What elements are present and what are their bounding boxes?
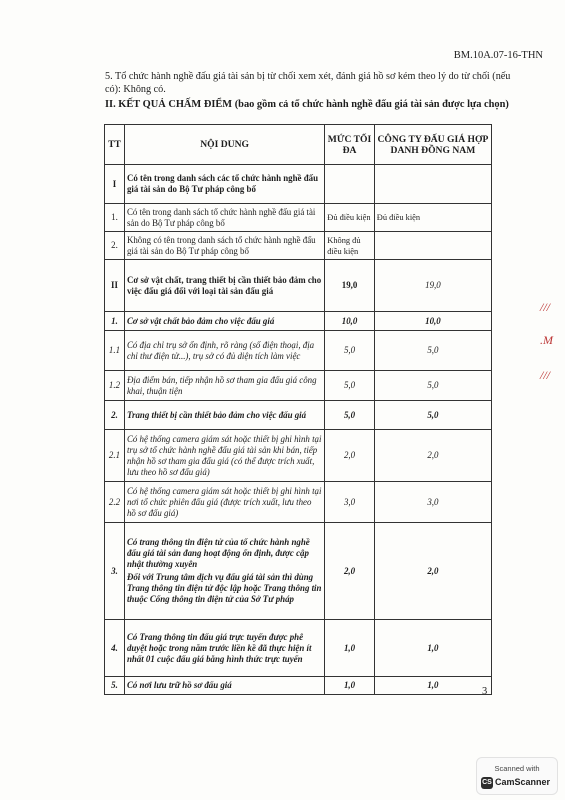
row-max: 1,0	[325, 677, 375, 695]
row-score: 1,0	[374, 620, 491, 677]
margin-mark: ///	[540, 300, 551, 314]
row-content: Có nơi lưu trữ hồ sơ đấu giá	[124, 677, 324, 695]
row-max: 1,0	[325, 620, 375, 677]
margin-mark: ///	[540, 368, 551, 382]
row-score: 10,0	[374, 312, 491, 331]
row-tt: 1.1	[105, 331, 125, 371]
table-row	[105, 620, 492, 677]
row-content: Cơ sở vật chất, trang thiết bị cần thiết bảo đảm cho việc đấu giá đối với loại tài sản đấu giá	[124, 260, 324, 312]
camscanner-logo-icon: CS	[481, 777, 493, 789]
row-score: 2,0	[374, 430, 491, 482]
document-code: BM.10A.07-16-THN	[453, 50, 543, 61]
scanner-top-text: Scanned with	[494, 764, 540, 773]
row-tt: 2.2	[105, 482, 125, 523]
table-row	[105, 482, 492, 523]
row-tt: 4.	[105, 620, 125, 677]
table-row	[105, 312, 492, 331]
row-max: 5,0	[325, 331, 375, 371]
header-company: CÔNG TY ĐẤU GIÁ HỢP DANH ĐỒNG NAM	[374, 125, 491, 165]
row-content: Địa điểm bán, tiếp nhận hồ sơ tham gia đấu giá công khai, thuận tiện	[124, 371, 324, 401]
row-content	[124, 523, 324, 620]
scanner-name: CamScanner	[495, 777, 551, 787]
row-content-main: Có trang thông tin điện tử của tổ chức hành nghề đấu giá tài sản đang hoạt động ổn định, được cập nhật thường xuyên	[126, 537, 310, 569]
header-content: NỘI DUNG	[124, 125, 324, 165]
row-tt: 2.	[105, 401, 125, 430]
row-max: Đủ điều kiện	[325, 204, 375, 232]
row-score: 3,0	[374, 482, 491, 523]
row-max: 2,0	[325, 523, 375, 620]
score-table	[104, 124, 492, 695]
table-row	[105, 232, 492, 260]
row-tt: 3.	[105, 523, 125, 620]
row-tt: 2.1	[105, 430, 125, 482]
table-row	[105, 260, 492, 312]
table-row	[105, 401, 492, 430]
section-title: II. KẾT QUẢ CHẤM ĐIỂM (bao gồm cả tổ chức hành nghề đấu giá tài sản được lựa chọn)	[105, 99, 509, 110]
row-content: Không có tên trong danh sách tổ chức hành nghề đấu giá tài sản do Bộ Tư pháp công bố	[124, 232, 324, 260]
table-row	[105, 523, 492, 620]
row-content: Có tên trong danh sách tổ chức hành nghề đấu giá tài sản do Bộ Tư pháp công bố	[124, 204, 324, 232]
row-score	[374, 232, 491, 260]
row-score: 19,0	[374, 260, 491, 312]
row-max: 5,0	[325, 371, 375, 401]
row-tt: 2.	[105, 232, 125, 260]
table-header-row	[105, 125, 492, 165]
row-tt: 1.2	[105, 371, 125, 401]
table-row	[105, 331, 492, 371]
row-content: Cơ sở vật chất bảo đảm cho việc đấu giá	[124, 312, 324, 331]
table-row	[105, 204, 492, 232]
row-content-note: Đối với Trung tâm dịch vụ đấu giá tài sản thì dùng Trang thông tin điện tử độc lập hoặc Trang thông tin thuộc Cổng thông tin điện tử của Sở Tư pháp	[126, 572, 322, 604]
camscanner-watermark	[476, 757, 558, 795]
table-row	[105, 165, 492, 204]
row-tt: I	[105, 165, 125, 204]
row-max: 19,0	[325, 260, 375, 312]
row-content: Có tên trong danh sách các tổ chức hành nghề đấu giá tài sản do Bộ Tư pháp công bố	[124, 165, 324, 204]
row-content: Có hệ thống camera giám sát hoặc thiết bị ghi hình tại trụ sở tổ chức hành nghề đấu giá tài sản khi bán, tiếp nhận hồ sơ tham gia đấu giá (có thể được trích xuất, lưu theo hồ sơ đấu giá)	[124, 430, 324, 482]
row-score: 5,0	[374, 371, 491, 401]
row-content: Có hệ thống camera giám sát hoặc thiết bị ghi hình tại nơi tổ chức phiên đấu giá (được trích xuất, lưu theo hồ sơ đấu giá)	[124, 482, 324, 523]
page-number: 3	[482, 686, 488, 697]
row-score: 5,0	[374, 401, 491, 430]
header-max: MỨC TỐI ĐA	[325, 125, 375, 165]
row-max: 10,0	[325, 312, 375, 331]
table-row	[105, 371, 492, 401]
row-score	[374, 165, 491, 204]
row-max: 5,0	[325, 401, 375, 430]
table-row	[105, 677, 492, 695]
row-score: 5,0	[374, 331, 491, 371]
header-tt: TT	[105, 125, 125, 165]
row-score: 1,0	[374, 677, 491, 695]
row-content: Có địa chỉ trụ sở ổn định, rõ ràng (số điện thoại, địa chỉ thư điện tử...), trụ sở có đủ diện tích làm việc	[124, 331, 324, 371]
row-tt: 1.	[105, 204, 125, 232]
row-max: 3,0	[325, 482, 375, 523]
item-5-paragraph: 5. Tổ chức hành nghề đấu giá tài sản bị từ chối xem xét, đánh giá hồ sơ kém theo lý do từ chối (nếu có): Không có.	[105, 71, 511, 95]
row-max: 2,0	[325, 430, 375, 482]
margin-mark: .M	[540, 333, 553, 347]
row-score: Đủ điều kiện	[374, 204, 491, 232]
row-content: Trang thiết bị cần thiết bảo đảm cho việc đấu giá	[124, 401, 324, 430]
row-max: Không đủ điều kiện	[325, 232, 375, 260]
row-tt: 5.	[105, 677, 125, 695]
row-tt: II	[105, 260, 125, 312]
row-tt: 1.	[105, 312, 125, 331]
row-content: Có Trang thông tin đấu giá trực tuyến được phê duyệt hoặc trong năm trước liền kề đã thực hiện ít nhất 01 cuộc đấu giá bằng hình thức trực tuyến	[124, 620, 324, 677]
table-row	[105, 430, 492, 482]
row-max	[325, 165, 375, 204]
row-score: 2,0	[374, 523, 491, 620]
